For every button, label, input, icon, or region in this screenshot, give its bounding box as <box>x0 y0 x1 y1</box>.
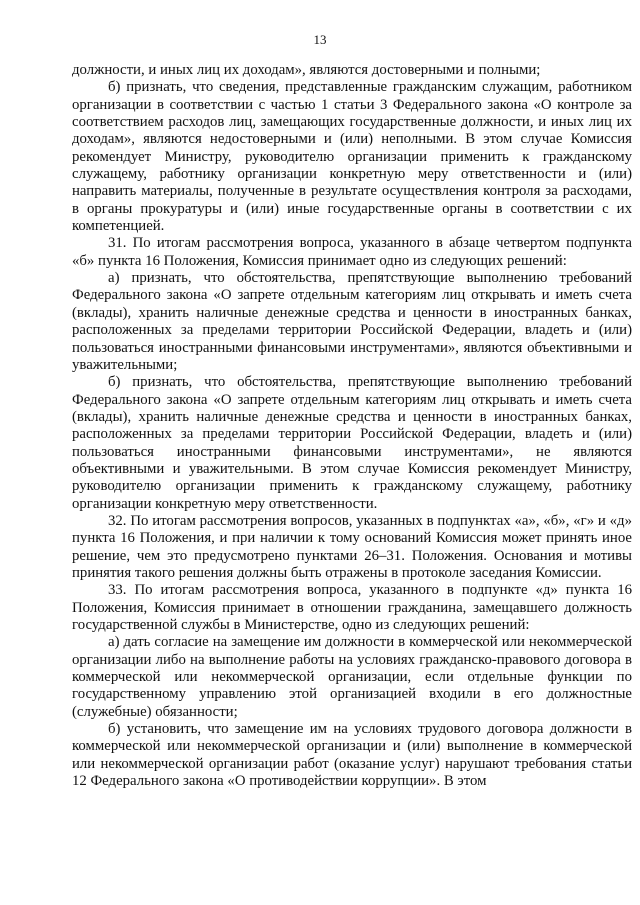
paragraph-31: 31. По итогам рассмотрения вопроса, указанного в абзаце четвертом подпункта «б» пункта 16 Положения, Комиссия принимает одно из следующих решений: <box>72 235 632 269</box>
paragraph-33b: б) установить, что замещение им на условиях трудового договора должности в коммерческой или некоммерческой организации и (или) выполнение в коммерческой или некоммерческой организации работ (оказание услуг) нарушают требования статьи 12 Федерального закона «О противодействии коррупции». В этом <box>72 721 632 790</box>
paragraph-33a: а) дать согласие на замещение им должности в коммерческой или некоммерческой организации либо на выполнение работы на условиях гражданско-правового договора в коммерческой или некоммерческой организации, если отдельные функции по государственному управлению этой организацией входили в его должностные (служебные) обязанности; <box>72 634 632 720</box>
paragraph-31b: б) признать, что обстоятельства, препятствующие выполнению требований Федерального закона «О запрете отдельным категориям лиц открывать и иметь счета (вклады), хранить наличные денежные средства и ценности в иностранных банках, расположенных за пределами территории Российской Федерации, владеть и (или) пользоваться иностранными финансовыми инструментами», не являются объективными и уважительными. В этом случае Комиссия рекомендует Министру, руководителю организации применить к гражданскому служащему, работнику организации конкретную меру ответственности. <box>72 374 632 512</box>
paragraph-30b: б) признать, что сведения, представленные гражданским служащим, работником организации в соответствии с частью 1 статьи 3 Федерального закона «О контроле за соответствием расходов лиц, замещающих государственные должности, и иных лиц их доходам», являются недостоверными и (или) неполными. В этом случае Комиссия рекомендует Министру, руководителю организации применить к гражданскому служащему, работнику организации конкретную меру ответственности и (или) направить материалы, полученные в результате осуществления контроля за расходами, в органы прокуратуры и (или) иные государственные органы в соответствии с их компетенцией. <box>72 79 632 235</box>
document-body <box>72 62 632 790</box>
paragraph-33: 33. По итогам рассмотрения вопроса, указанного в подпункте «д» пункта 16 Положения, Комиссия принимает в отношении гражданина, замещавшего должность государственной службы в Министерстве, одно из следующих решений: <box>72 582 632 633</box>
paragraph-31a: а) признать, что обстоятельства, препятствующие выполнению требований Федерального закона «О запрете отдельным категориям лиц открывать и иметь счета (вклады), хранить наличные денежные средства и ценности в иностранных банках, расположенных за пределами территории Российской Федерации, владеть и (или) пользоваться иностранными финансовыми инструментами», являются объективными и уважительными; <box>72 270 632 373</box>
page-number: 13 <box>313 32 327 47</box>
paragraph-continuation: должности, и иных лиц их доходам», являются достоверными и полными; <box>72 62 541 78</box>
paragraph-32: 32. По итогам рассмотрения вопросов, указанных в подпунктах «а», «б», «г» и «д» пункта 16 Положения, и при наличии к тому оснований Комиссия может принять иное решение, чем это предусмотрено пунктами 26–31. Положения. Основания и мотивы принятия такого решения должны быть отражены в протоколе заседания Комиссии. <box>72 512 632 581</box>
